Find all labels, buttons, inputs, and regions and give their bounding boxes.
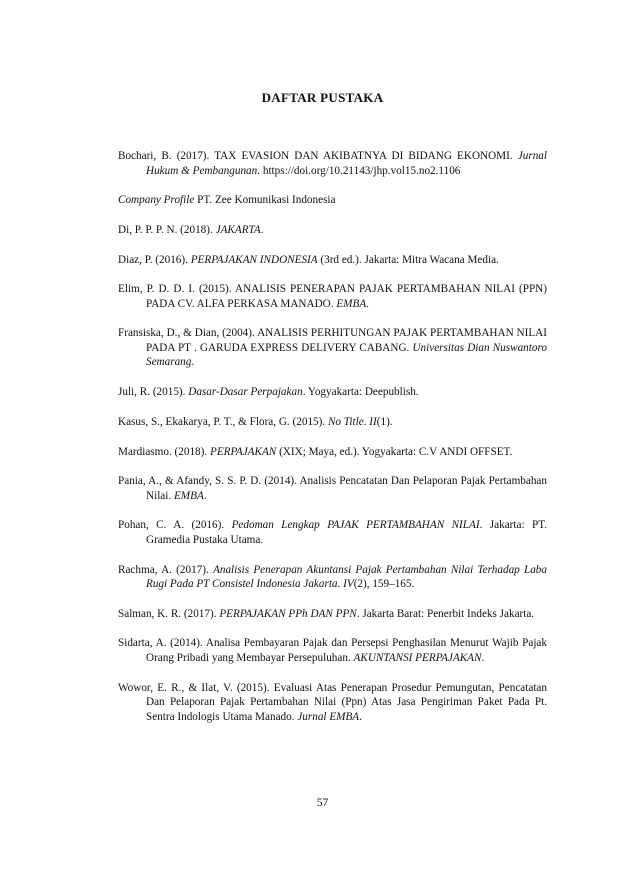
reference-italic-text: II	[369, 415, 377, 428]
reference-text: Diaz, P. (2016).	[118, 253, 191, 266]
reference-list	[118, 149, 547, 724]
reference-text: . https://doi.org/10.21143/jhp.vol15.no2.1106	[257, 164, 461, 177]
reference-entry	[118, 636, 547, 665]
reference-entry	[118, 681, 547, 725]
reference-entry	[118, 253, 547, 268]
reference-text: Bochari, B. (2017). TAX EVASION DAN AKIBATNYA DI BIDANG EKONOMI.	[118, 150, 518, 162]
reference-entry	[118, 607, 547, 622]
reference-entry	[118, 282, 547, 311]
reference-entry	[118, 563, 547, 592]
reference-text: Fransiska, D., & Dian, (2004). ANALISIS PERHITUNGAN PAJAK PERTAMBAHAN NILAI PADA PT . GARUDA EXPRESS DELIVERY CABANG.	[118, 327, 547, 354]
reference-text: Mardiasmo. (2018).	[118, 445, 210, 458]
reference-italic-text: Jurnal EMBA	[297, 710, 360, 723]
reference-text: (3rd ed.). Jakarta: Mitra Wacana Media.	[317, 253, 499, 266]
reference-entry	[118, 385, 547, 400]
reference-italic-text: Universitas Dian Nuswantoro Semarang	[146, 341, 547, 369]
reference-text: PT. Zee Komunikasi Indonesia	[194, 194, 336, 207]
reference-text: Juli, R. (2015).	[118, 386, 189, 399]
reference-italic-text: Pedoman Lengkap PAJAK PERTAMBAHAN NILAI	[231, 519, 480, 532]
reference-text: Sidarta, A. (2014). Analisa Pembayaran Pajak dan Persepsi Penghasilan Menurut Wajib Pajak Orang Pribadi yang Membayar Persepuluhan.	[118, 637, 547, 664]
reference-text: Di, P. P. P. N. (2018).	[118, 223, 216, 236]
reference-italic-text: No Title	[327, 415, 364, 428]
reference-italic-text: PERPAJAKAN PPh DAN PPN	[219, 607, 357, 620]
reference-text: .	[366, 297, 369, 310]
reference-entry	[118, 149, 547, 178]
reference-italic-text: JAKARTA	[215, 223, 261, 236]
reference-italic-text: Analisis Penerapan Akuntansi Pajak Pertambahan Nilai Terhadap Laba Rugi Pada PT Consistel Indonesia Jakarta	[146, 563, 547, 591]
reference-entry	[118, 445, 547, 460]
reference-text: .	[203, 489, 207, 502]
page-number: 57	[316, 797, 329, 809]
reference-text: .	[363, 415, 370, 428]
reference-text: . Jakarta Barat: Penerbit Indeks Jakarta.	[356, 607, 535, 620]
reference-text: (XIX; Maya, ed.). Yogyakarta: C.V ANDI OFFSET.	[276, 445, 513, 458]
reference-italic-text: EMBA	[336, 297, 367, 310]
page-title: DAFTAR PUSTAKA	[261, 90, 384, 105]
reference-italic-text: AKUNTANSI PERPAJAKAN	[353, 651, 482, 664]
reference-text: Rachma, A. (2017).	[118, 563, 214, 576]
reference-entry	[118, 223, 547, 238]
reference-text: . Yogyakarta: Deepublish.	[302, 386, 419, 399]
reference-entry	[118, 326, 547, 370]
reference-text: Pohan, C. A. (2016).	[118, 519, 232, 532]
reference-text: Elim, P. D. D. I. (2015). ANALISIS PENERAPAN PAJAK PERTAMBAHAN NILAI (PPN) PADA CV. ALFA PERKASA MANADO.	[118, 283, 547, 310]
reference-italic-text: PERPAJAKAN INDONESIA	[190, 253, 318, 266]
reference-entry	[118, 415, 547, 430]
reference-text: Kasus, S., Ekakarya, P. T., & Flora, G. (2015).	[118, 415, 328, 428]
reference-text: Salman, K. R. (2017).	[118, 607, 220, 620]
reference-text: Wowor, E. R., & Ilat, V. (2015). Evaluasi Atas Penerapan Prosedur Pemungutan, Pencatatan Dan Pelaporan Pajak Pertambahan Nilai (Ppn) Atas Jasa Pengiriman Paket Pada Pt. Sentra Indologis Utama Manado.	[118, 681, 547, 723]
reference-italic-text: Company Profile	[118, 194, 195, 207]
reference-italic-text: PERPAJAKAN	[209, 445, 277, 458]
reference-entry	[118, 518, 547, 547]
reference-text: .	[359, 710, 362, 723]
reference-text: .	[260, 223, 264, 236]
reference-italic-text: Jurnal Hukum & Pembangunan	[146, 150, 547, 177]
reference-text: .	[337, 578, 344, 591]
reference-text: .	[481, 651, 485, 664]
reference-text: .	[191, 356, 195, 369]
reference-text: . Jakarta: PT. Gramedia Pustaka Utama.	[146, 519, 548, 546]
reference-text: Pania, A., & Afandy, S. S. P. D. (2014). Analisis Pencatatan Dan Pelaporan Pajak Pertambahan Nilai.	[118, 475, 547, 502]
reference-text: (1).	[376, 415, 393, 428]
reference-entry	[118, 193, 547, 208]
reference-italic-text: Dasar-Dasar Perpajakan	[188, 386, 303, 399]
reference-italic-text: IV	[343, 578, 354, 591]
reference-entry	[118, 474, 547, 503]
reference-text: (2), 159–165.	[353, 578, 415, 591]
reference-italic-text: EMBA	[173, 489, 204, 502]
